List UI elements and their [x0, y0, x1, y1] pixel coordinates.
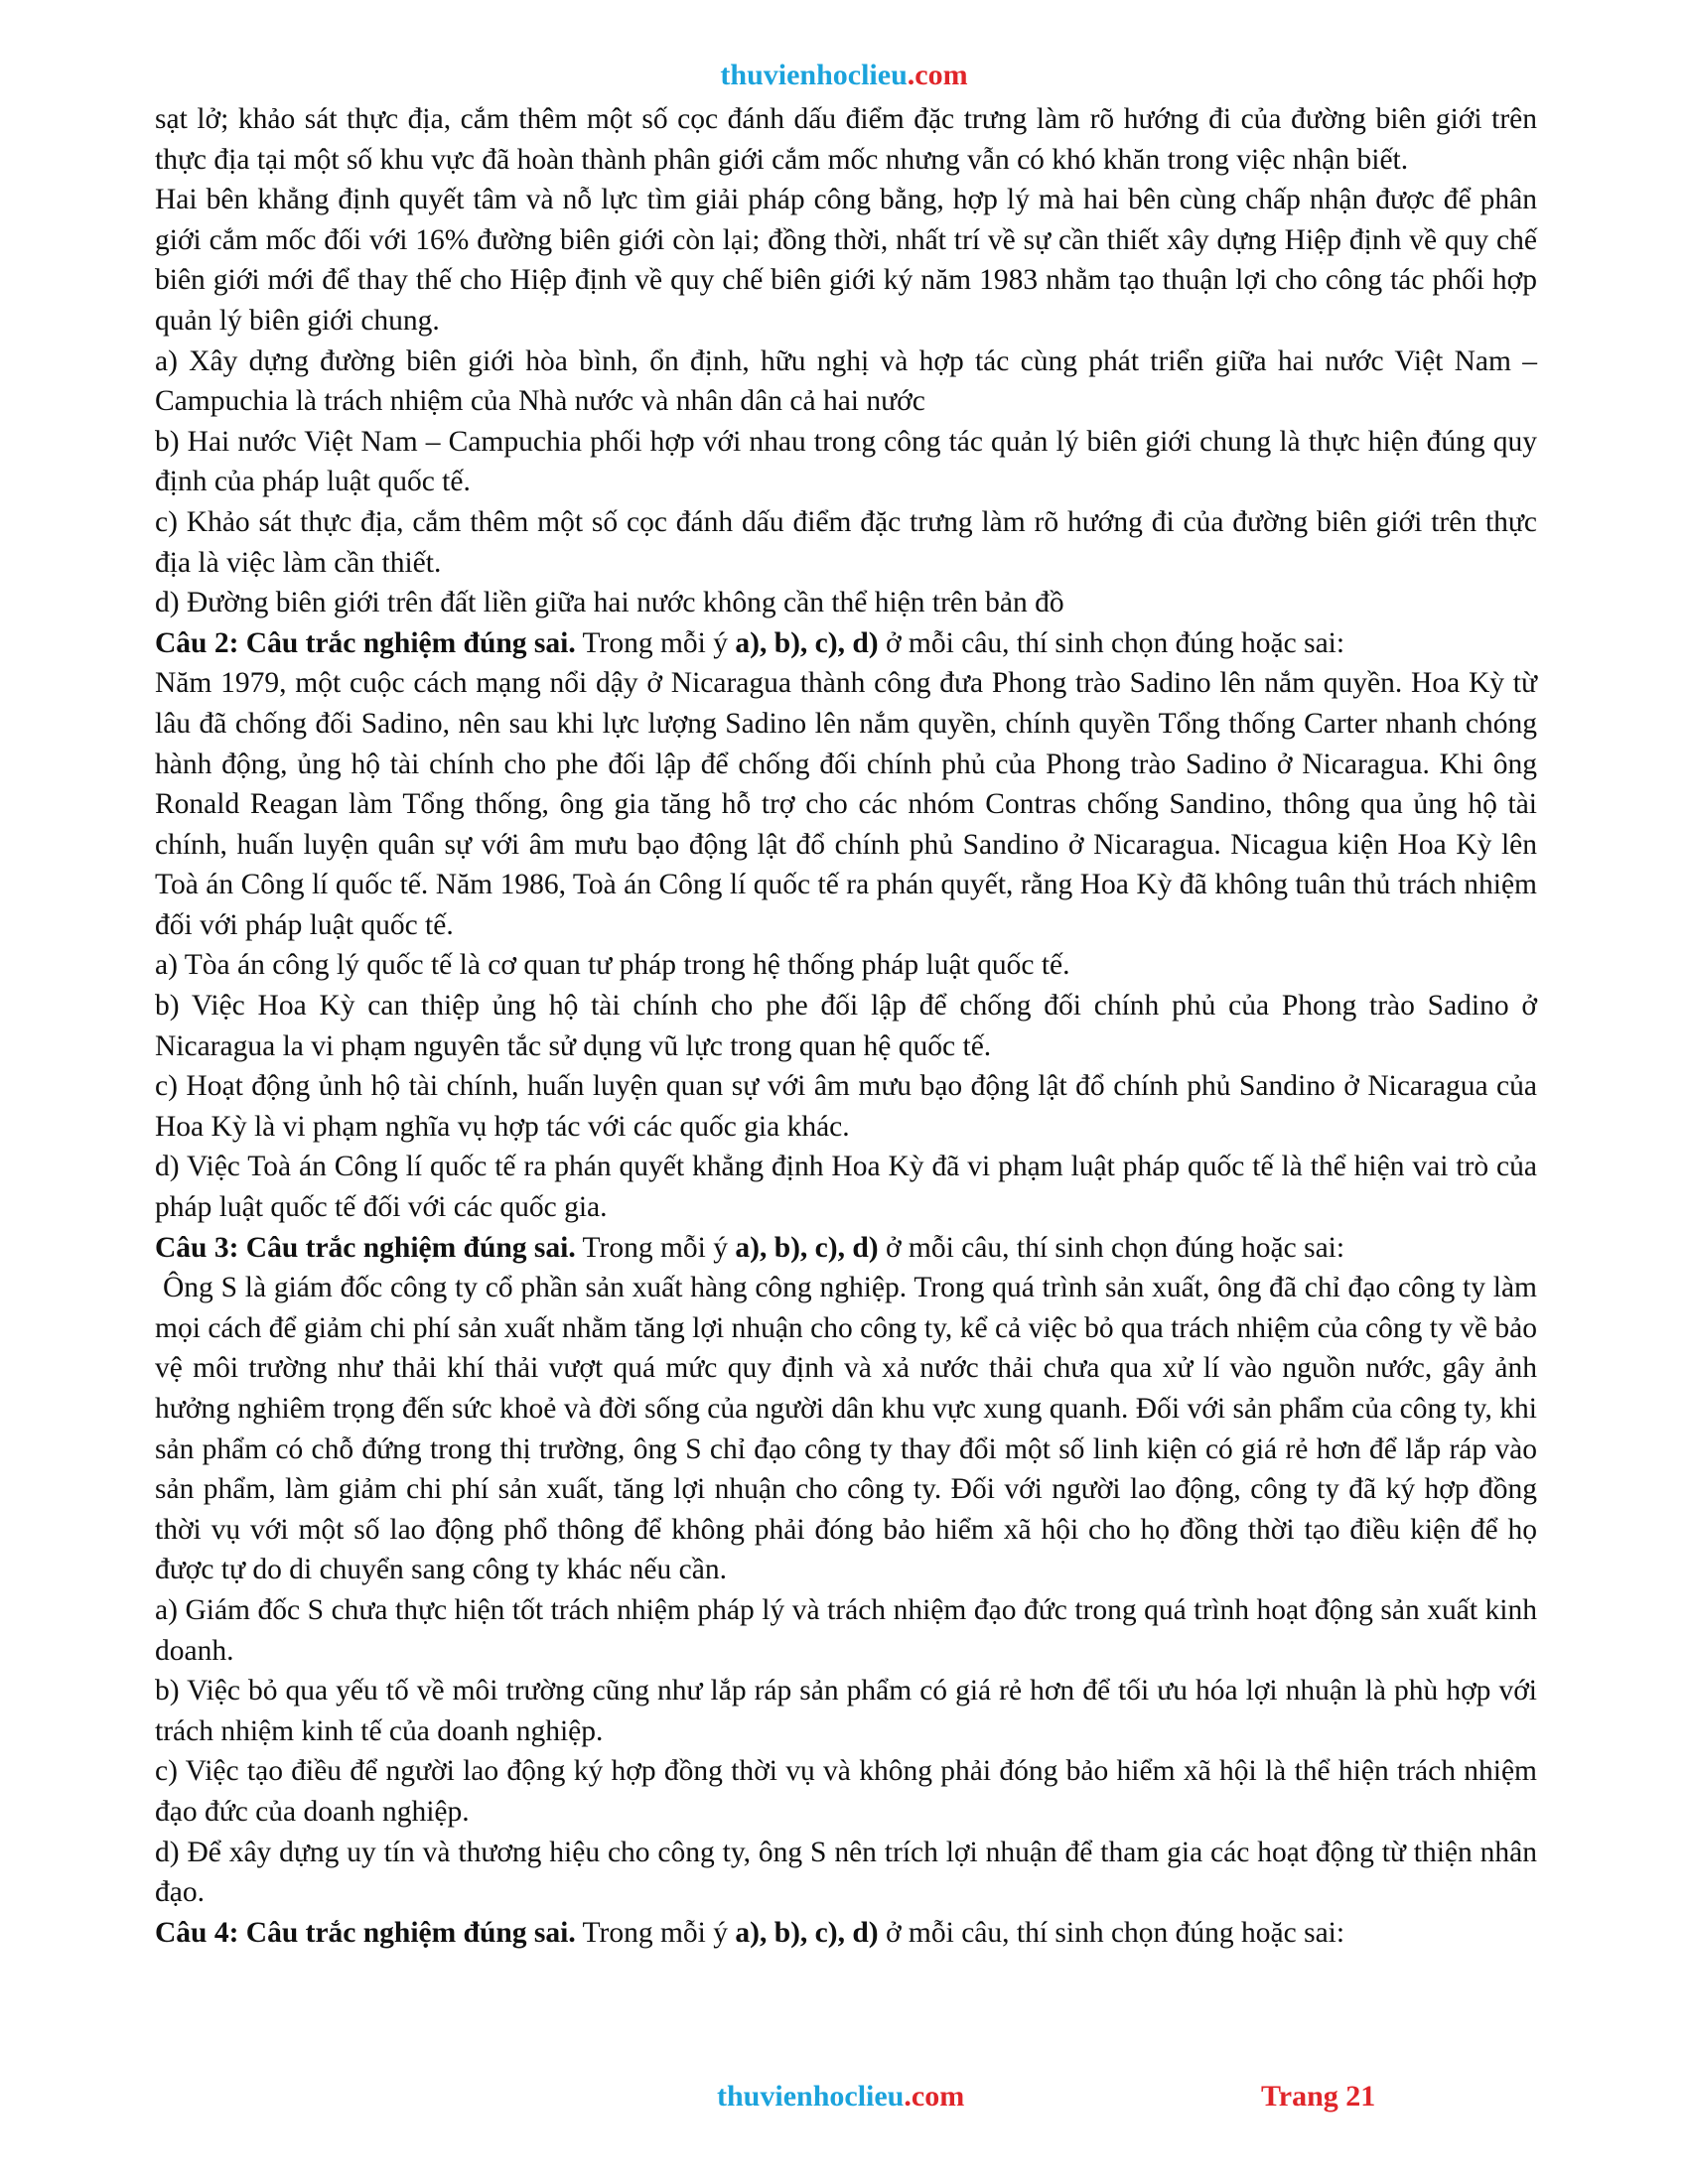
q3-option-a: a) Giám đốc S chưa thực hiện tốt trách nhiệm pháp lý và trách nhiệm đạo đức trong quá trình hoạt động sản xuất kinh doanh. — [155, 1593, 1537, 1667]
footer-brand-domain: .com — [904, 2080, 965, 2113]
q2-option-b: b) Việc Hoa Kỳ can thiệp ủng hộ tài chính cho phe đối lập để chống đối chính phủ của Phong trào Sadino ở Nicaragua la vi phạm nguyên tắc sử dụng vũ lực trong quan hệ quốc tế. — [155, 990, 1537, 1062]
q2-option-a: a) Tòa án công lý quốc tế là cơ quan tư pháp trong hệ thống pháp luật quốc tế. — [155, 949, 1070, 982]
q1-option-d: d) Đường biên giới trên đất liền giữa hai nước không cần thể hiện trên bản đồ — [155, 587, 1064, 619]
footer-brand-name: thuvienhoclieu — [717, 2080, 905, 2113]
page-number: Trang 21 — [1261, 2080, 1376, 2113]
q1-option-a: a) Xây dựng đường biên giới hòa bình, ổn định, hữu nghị và hợp tác cùng phát triển giữa hai nước Việt Nam – Campuchia là trách nhiệm của Nhà nước và nhân dân cả hai nước — [155, 344, 1537, 418]
document-body — [155, 99, 1537, 1953]
header-brand-domain: .com — [907, 59, 968, 91]
header-brand-name: thuvienhoclieu — [720, 59, 908, 91]
question-4-heading: Câu 4: Câu trắc nghiệm đúng sai. Trong mỗi ý a), b), c), d) ở mỗi câu, thí sinh chọn đúng hoặc sai: — [155, 1916, 1345, 1949]
question-3-label: Câu 3: Câu trắc nghiệm đúng sai. — [155, 1231, 576, 1264]
q2-option-d: d) Việc Toà án Công lí quốc tế ra phán quyết khẳng định Hoa Kỳ đã vi phạm luật pháp quốc tế là thể hiện vai trò của pháp luật quốc tế đối với các quốc gia. — [155, 1151, 1537, 1224]
paragraph-intro-continued: sạt lở; khảo sát thực địa, cắm thêm một số cọc đánh dấu điểm đặc trưng làm rõ hướng đi của đường biên giới trên thực địa tại một số khu vực đã hoàn thành phân giới cắm mốc nhưng vẫn có khó khăn trong việc nhận biết. — [155, 103, 1537, 176]
q3-option-b: b) Việc bỏ qua yếu tố về môi trường cũng như lắp ráp sản phẩm có giá rẻ hơn để tối ưu hóa lợi nhuận là phù hợp với trách nhiệm kinh tế của doanh nghiệp. — [155, 1675, 1537, 1747]
q3-option-d: d) Để xây dựng uy tín và thương hiệu cho công ty, ông S nên trích lợi nhuận để tham gia các hoạt động từ thiện nhân đạo. — [155, 1836, 1537, 1909]
page-header — [0, 58, 1688, 93]
question-2-passage: Năm 1979, một cuộc cách mạng nổi dậy ở Nicaragua thành công đưa Phong trào Sadino lên nắm quyền. Hoa Kỳ từ lâu đã chống đối Sadino, nên sau khi lực lượng Sadino lên nắm quyền, chính quyền Tổng thống Carter nhanh chóng hành động, ủng hộ tài chính cho phe đối lập để chống đối chính phủ của Phong trào Sadino ở Nicaragua. Khi ông Ronald Reagan làm Tổng thống, ông gia tăng hỗ trợ cho các nhóm Contras chống Sandino, thông qua ủng hộ tài chính, huấn luyện quân sự với âm mưu bạo động lật đổ chính phủ Sandino ở Nicaragua. Nicagua kiện Hoa Kỳ lên Toà án Công lí quốc tế. Năm 1986, Toà án Công lí quốc tế ra phán quyết, rằng Hoa Kỳ đã không tuân thủ trách nhiệm đối với pháp luật quốc tế. — [155, 667, 1537, 941]
question-2-label: Câu 2: Câu trắc nghiệm đúng sai. — [155, 626, 576, 659]
question-2-heading: Câu 2: Câu trắc nghiệm đúng sai. Trong mỗi ý a), b), c), d) ở mỗi câu, thí sinh chọn đúng hoặc sai: — [155, 626, 1345, 659]
page-footer — [0, 2077, 1688, 2116]
paragraph-agreement: Hai bên khẳng định quyết tâm và nỗ lực tìm giải pháp công bằng, hợp lý mà hai bên cùng chấp nhận được để phân giới cắm mốc đối với 16% đường biên giới còn lại; đồng thời, nhất trí về sự cần thiết xây dựng Hiệp định về quy chế biên giới mới để thay thế cho Hiệp định về quy chế biên giới ký năm 1983 nhằm tạo thuận lợi cho công tác phối hợp quản lý biên giới chung. — [155, 184, 1537, 337]
question-3-heading: Câu 3: Câu trắc nghiệm đúng sai. Trong mỗi ý a), b), c), d) ở mỗi câu, thí sinh chọn đúng hoặc sai: — [155, 1231, 1345, 1264]
question-3-passage: Ông S là giám đốc công ty cổ phần sản xuất hàng công nghiệp. Trong quá trình sản xuất, ông đã chỉ đạo công ty làm mọi cách để giảm chi phí sản xuất nhằm tăng lợi nhuận cho công ty, kể cả việc bỏ qua trách nhiệm của công ty về bảo vệ môi trường như thải khí thải vượt quá mức quy định và xả nước thải chưa qua xử lí vào nguồn nước, gây ảnh hưởng nghiêm trọng đến sức khoẻ và đời sống của người dân khu vực xung quanh. Đối với sản phẩm của công ty, khi sản phẩm có chỗ đứng trong thị trường, ông S chỉ đạo công ty thay đổi một số linh kiện có giá rẻ hơn để lắp ráp vào sản phẩm, làm giảm chi phí sản xuất, tăng lợi nhuận cho công ty. Đối với người lao động, công ty đã ký hợp đồng thời vụ với một số lao động phổ thông để không phải đóng bảo hiểm xã hội cho họ đồng thời tạo điều kiện để họ được tự do di chuyển sang công ty khác nếu cần. — [155, 1272, 1537, 1586]
question-4-label: Câu 4: Câu trắc nghiệm đúng sai. — [155, 1916, 576, 1949]
q2-option-c: c) Hoạt động ủnh hộ tài chính, huấn luyện quan sự với âm mưu bạo động lật đổ chính phủ Sandino ở Nicaragua của Hoa Kỳ là vi phạm nghĩa vụ hợp tác với các quốc gia khác. — [155, 1070, 1537, 1143]
q3-option-c: c) Việc tạo điều để người lao động ký hợp đồng thời vụ và không phải đóng bảo hiểm xã hội là thể hiện trách nhiệm đạo đức của doanh nghiệp. — [155, 1755, 1537, 1828]
q1-option-b: b) Hai nước Việt Nam – Campuchia phối hợp với nhau trong công tác quản lý biên giới chung là thực hiện đúng quy định của pháp luật quốc tế. — [155, 425, 1537, 498]
q1-option-c: c) Khảo sát thực địa, cắm thêm một số cọc đánh dấu điểm đặc trưng làm rõ hướng đi của đường biên giới trên thực địa là việc làm cần thiết. — [155, 505, 1537, 579]
footer-brand — [717, 2077, 964, 2116]
